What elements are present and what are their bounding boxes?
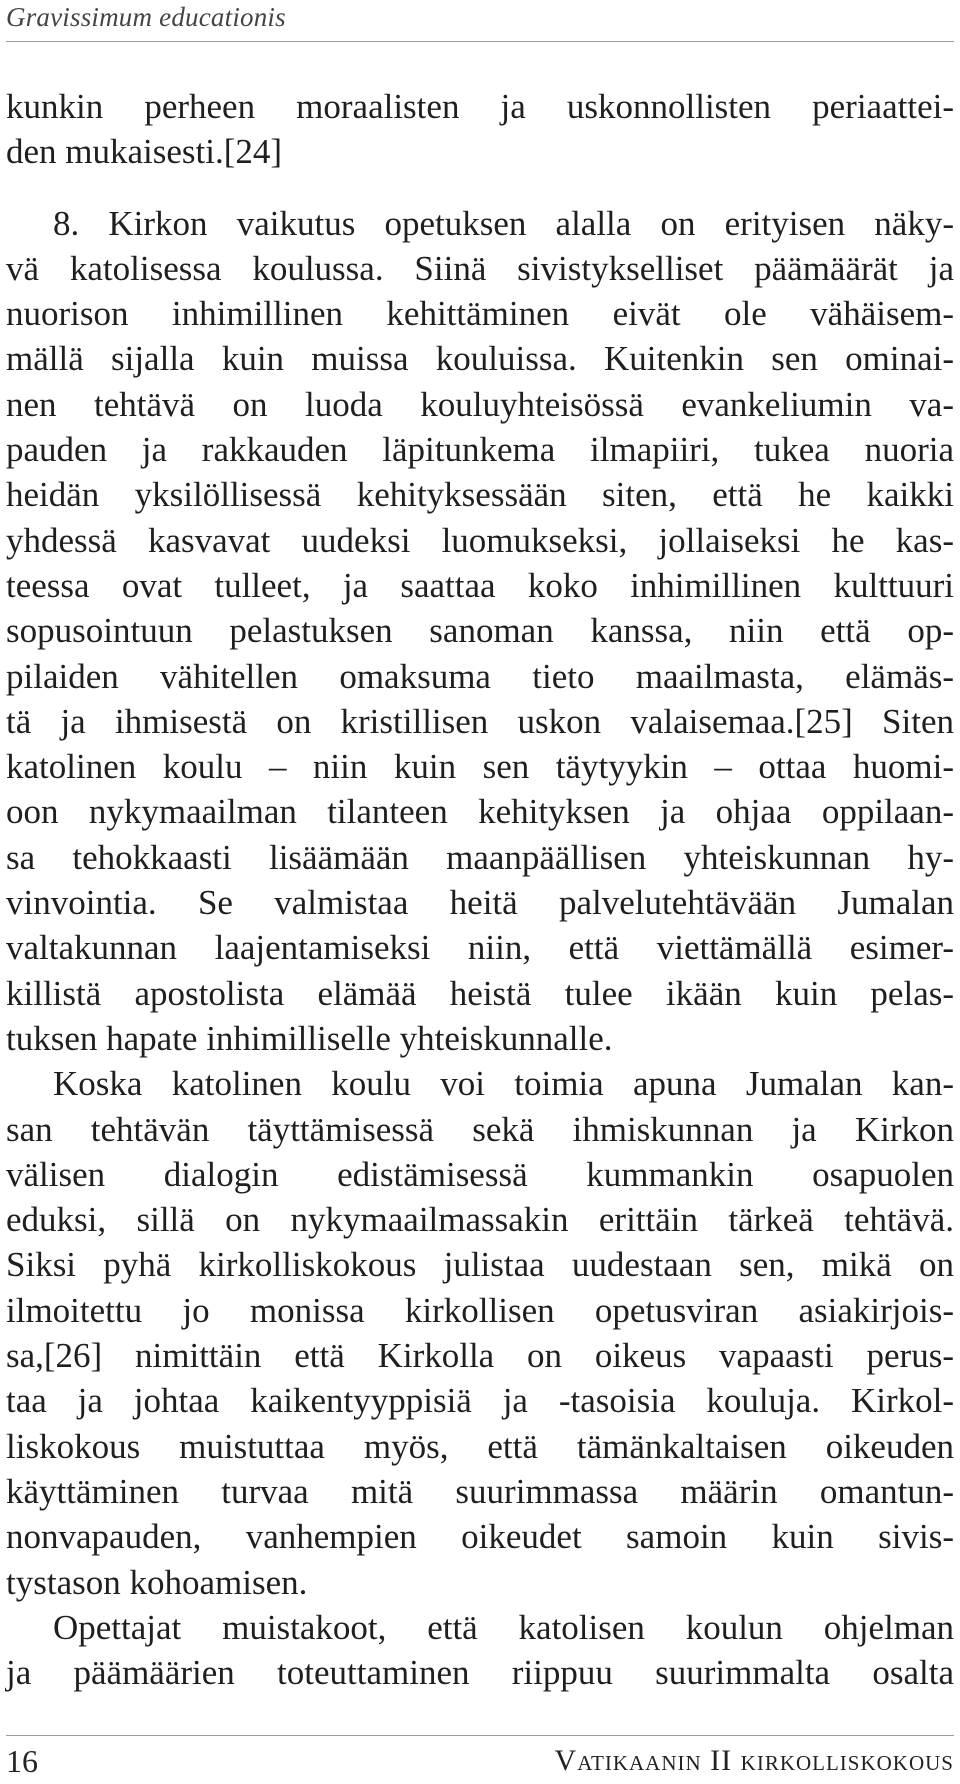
- paragraph: [6, 1605, 954, 1696]
- text-line: den mukaisesti.[24]: [6, 132, 283, 172]
- text-line: katolinen koulu – niin kuin sen täytyykin – ottaa huomi-: [6, 747, 954, 787]
- text-line: heidän yksilöllisessä kehityksessään siten, että he kaikki: [6, 475, 954, 515]
- running-header: Gravissimum educationis: [6, 2, 286, 32]
- text-line: nen tehtävä on luoda kouluyhteisössä evankeliumin va-: [6, 384, 954, 424]
- text-line: tystason kohoamisen.: [6, 1562, 308, 1602]
- text-line: Koska katolinen koulu voi toimia apuna Jumalan kan-: [53, 1064, 954, 1104]
- footer-divider: [6, 1735, 954, 1736]
- header-divider: [6, 41, 954, 42]
- text-line: välisen dialogin edistämisessä kummankin osapuolen: [6, 1154, 954, 1194]
- text-line: sopusointuun pelastuksen sanoman kanssa, niin että op-: [6, 611, 954, 651]
- text-line: tä ja ihmisestä on kristillisen uskon valaisemaa.[25] Siten: [6, 701, 954, 741]
- text-line: pilaiden vähitellen omaksuma tieto maailmasta, elämäs-: [6, 656, 954, 696]
- text-line: mällä sijalla kuin muissa kouluissa. Kuitenkin sen ominai-: [6, 339, 954, 379]
- text-line: ilmoitettu jo monissa kirkollisen opetusviran asiakirjois-: [6, 1290, 954, 1330]
- text-line: ja päämäärien toteuttaminen riippuu suurimmalta osalta: [6, 1653, 954, 1693]
- text-line: käyttäminen turvaa mitä suurimmassa määrin omantun-: [6, 1471, 954, 1511]
- text-line: yhdessä kasvavat uudeksi luomukseksi, jollaiseksi he kas-: [6, 520, 954, 560]
- text-line: vinvointia. Se valmistaa heitä palvelutehtävään Jumalan: [6, 883, 954, 923]
- text-line: kunkin perheen moraalisten ja uskonnollisten periaattei-: [6, 87, 954, 126]
- paragraph: [6, 1061, 954, 1605]
- text-line: sa,[26] nimittäin että Kirkolla on oikeus vapaasti perus-: [6, 1336, 954, 1376]
- text-line: Siksi pyhä kirkolliskokous julistaa uudestaan sen, mikä on: [6, 1245, 954, 1285]
- text-line: san tehtävän täyttämisessä sekä ihmiskunnan ja Kirkon: [6, 1109, 954, 1149]
- text-line: valtakunnan laajentamiseksi niin, että viettämällä esimer-: [6, 928, 954, 968]
- text-line: 8. Kirkon vaikutus opetuksen alalla on erityisen näky-: [53, 203, 954, 243]
- text-line: pauden ja rakkauden läpitunkema ilmapiiri, tukea nuoria: [6, 430, 954, 470]
- text-line: taa ja johtaa kaikentyyppisiä ja -tasoisia kouluja. Kirkol-: [6, 1381, 954, 1421]
- paragraph: [6, 201, 954, 1062]
- text-line: sa tehokkaasti lisäämään maanpäällisen yhteiskunnan hy-: [6, 837, 954, 877]
- text-line: killistä apostolista elämää heistä tulee ikään kuin pelas-: [6, 973, 954, 1013]
- text-line: nonvapauden, vanhempien oikeudet samoin kuin sivis-: [6, 1517, 954, 1557]
- text-line: vä katolisessa koulussa. Siinä sivistykselliset päämäärät ja: [6, 248, 954, 288]
- page-number: 16: [6, 1743, 38, 1779]
- text-line: eduksi, sillä on nykymaailmassakin erittäin tärkeä tehtävä.: [6, 1200, 954, 1240]
- body-text: [6, 84, 954, 1695]
- text-line: nuorison inhimillinen kehittäminen eivät ole vähäisem-: [6, 294, 954, 334]
- paragraph: [6, 84, 954, 175]
- running-footer: Vatikaanin II kirkolliskokous: [554, 1744, 954, 1777]
- text-line: tuksen hapate inhimilliselle yhteiskunnalle.: [6, 1018, 613, 1058]
- text-line: teessa ovat tulleet, ja saattaa koko inhimillinen kulttuuri: [6, 565, 954, 605]
- text-line: liskokous muistuttaa myös, että tämänkaltaisen oikeuden: [6, 1426, 954, 1466]
- text-line: oon nykymaailman tilanteen kehityksen ja ohjaa oppilaan-: [6, 792, 954, 832]
- text-line: Opettajat muistakoot, että katolisen koulun ohjelman: [53, 1607, 954, 1647]
